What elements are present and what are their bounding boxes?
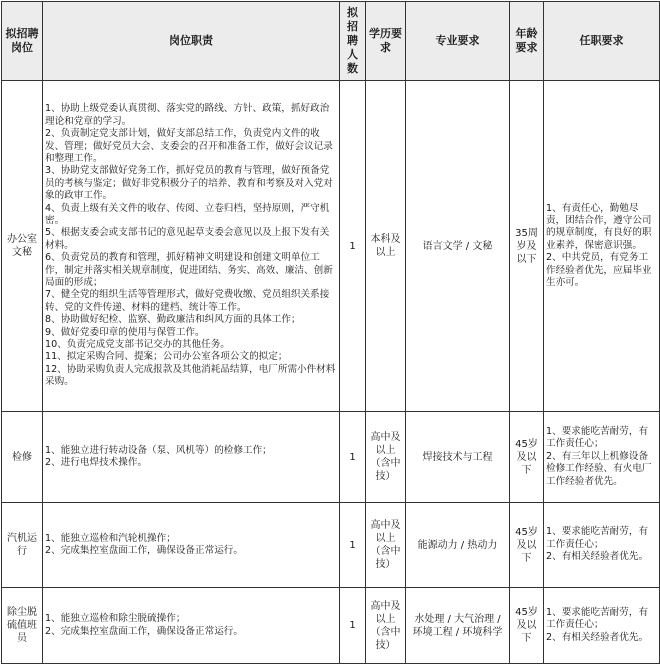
- position-cell: 除尘脱硫值班员: [2, 588, 43, 664]
- major-cell: 能源动力 / 热动力: [406, 503, 510, 588]
- position-cell: 办公室文秘: [2, 81, 43, 412]
- header-education: 学历要求: [366, 2, 406, 81]
- duty-line: 9、做好党委印章的使用与保管工作。: [45, 326, 205, 338]
- duty-line: 7、健全党的组织生活等管理形式，做好党费收缴、党员组织关系接转、党的文件传递、材料的建档、统计等工作。: [45, 289, 330, 313]
- duty-line: 10、负责完成党支部书记交办的其他任务。: [45, 339, 230, 351]
- requirements-cell: [544, 503, 660, 588]
- duties-cell: [43, 503, 340, 588]
- age-cell: 45岁及以下: [510, 503, 544, 588]
- header-age: 年龄要求: [510, 2, 544, 81]
- position-cell: 检修: [2, 412, 43, 503]
- header-requirements: 任职要求: [544, 2, 660, 81]
- table-row: [2, 503, 660, 588]
- count-cell: 1: [340, 412, 366, 503]
- education-cell: 本科及以上: [366, 81, 406, 412]
- duty-line: 1、能独立巡检和汽轮机操作；: [45, 532, 176, 544]
- count-cell: 1: [340, 503, 366, 588]
- header-row: [2, 2, 660, 81]
- duty-line: 2、进行电焊技术操作。: [45, 457, 148, 468]
- major-cell: 水处理 / 大气治理 / 环境工程 / 环境科学: [406, 588, 510, 664]
- duties-cell: [43, 412, 340, 503]
- requirement-line: 2、中共党员，有党务工作经验者优先，应届毕业生亦可。: [546, 252, 652, 289]
- duties-cell: [43, 81, 340, 412]
- age-cell: 35周岁及以下: [510, 81, 544, 412]
- requirements-cell: [544, 588, 660, 664]
- duty-line: 5、根据支委会或支部书记的意见起草支委会意见以及上报下发有关材料。: [45, 227, 330, 251]
- recruitment-table: [1, 1, 660, 664]
- requirements-cell: [544, 81, 660, 412]
- header-major: 专业要求: [406, 2, 510, 81]
- duty-line: 4、负责上级有关文件的收存、传阅、立卷归档，坚持原则，严守机密。: [45, 202, 330, 226]
- duty-line: 12、协助采购负责人完成报款及其他消耗品结算，电厂所需小件材料采购。: [45, 363, 336, 388]
- requirement-line: 1、要求能吃苦耐劳，有工作责任心；: [546, 425, 649, 450]
- duties-cell: [43, 588, 340, 664]
- table-row: [2, 588, 660, 664]
- duty-line: 2、完成集控室盘面工作，确保设备正常运行。: [45, 545, 243, 556]
- age-cell: 45岁及以下: [510, 412, 544, 503]
- table-row: [2, 81, 660, 412]
- education-cell: 高中及以上（含中技）: [366, 503, 406, 588]
- requirement-line: 1、要求能吃苦耐劳，有工作责任心；: [546, 606, 649, 631]
- duty-line: 1、协助上级党委认真贯彻、落实党的路线、方针、政策，抓好政治理论和党章的学习。: [45, 103, 330, 127]
- count-cell: 1: [340, 588, 366, 664]
- duty-line: 11、拟定采购合同、提案；公司办公室各项公文的拟定；: [45, 351, 288, 363]
- duty-line: 2、负责制定党支部计划，做好支部总结工作，负责党内文件的收发、管理；做好党员大会、支委会的召开和准备工作，做好会议记录和整理工作。: [45, 128, 333, 164]
- age-cell: 45岁及以下: [510, 588, 544, 664]
- education-cell: 高中及以上（含中技）: [366, 588, 406, 664]
- table-row: [2, 412, 660, 503]
- requirement-line: 1、要求能吃苦耐劳，有工作责任心；: [546, 526, 649, 550]
- count-cell: 1: [340, 81, 366, 412]
- major-cell: 语言文学 / 文秘: [406, 81, 510, 412]
- duty-line: 3、协助党支部做好党务工作，抓好党员的教育与管理，做好预备党员的考核与鉴定；做好非党积极分子的培养、教育和考察及对入党对象的政审工作。: [45, 165, 333, 202]
- position-cell: 汽机运行: [2, 503, 43, 588]
- requirement-line: 2、有相关经验者优先。: [546, 551, 649, 563]
- requirements-cell: [544, 412, 660, 503]
- education-cell: 高中及以上（含中技）: [366, 412, 406, 503]
- header-duties: 岗位职责: [43, 2, 340, 81]
- requirement-line: 2、有相关经验者优先。: [546, 631, 649, 643]
- duty-line: 2、完成集控室盘面工作，确保设备正常运行。: [45, 625, 243, 637]
- major-cell: 焊接技术与工程: [406, 412, 510, 503]
- header-position: 拟招聘岗位: [2, 2, 43, 81]
- requirement-line: 1、有责任心，勤勉尽责，团结合作，遵守公司的规章制度，有良好的职业素养，保密意识强。: [546, 202, 652, 251]
- duty-line: 8、协助做好纪检、监察、勤政廉洁和纠风方面的具体工作；: [45, 314, 301, 326]
- header-count: 拟招聘人数: [340, 2, 366, 81]
- duty-line: 1、能独立巡检和除尘脱硫操作；: [45, 613, 186, 625]
- duty-line: 6、负责党员的教育和管理，抓好精神文明建设和创建文明单位工作，制定并落实相关规章制度，促进团结、务实、高效、廉洁、创新局面的形成；: [45, 252, 333, 289]
- duty-line: 1、能独立进行转动设备（泵、风机等）的检修工作；: [45, 444, 272, 456]
- requirement-line: 2、有三年以上机修设备检修工作经验、有火电厂工作经验者优先。: [546, 450, 652, 487]
